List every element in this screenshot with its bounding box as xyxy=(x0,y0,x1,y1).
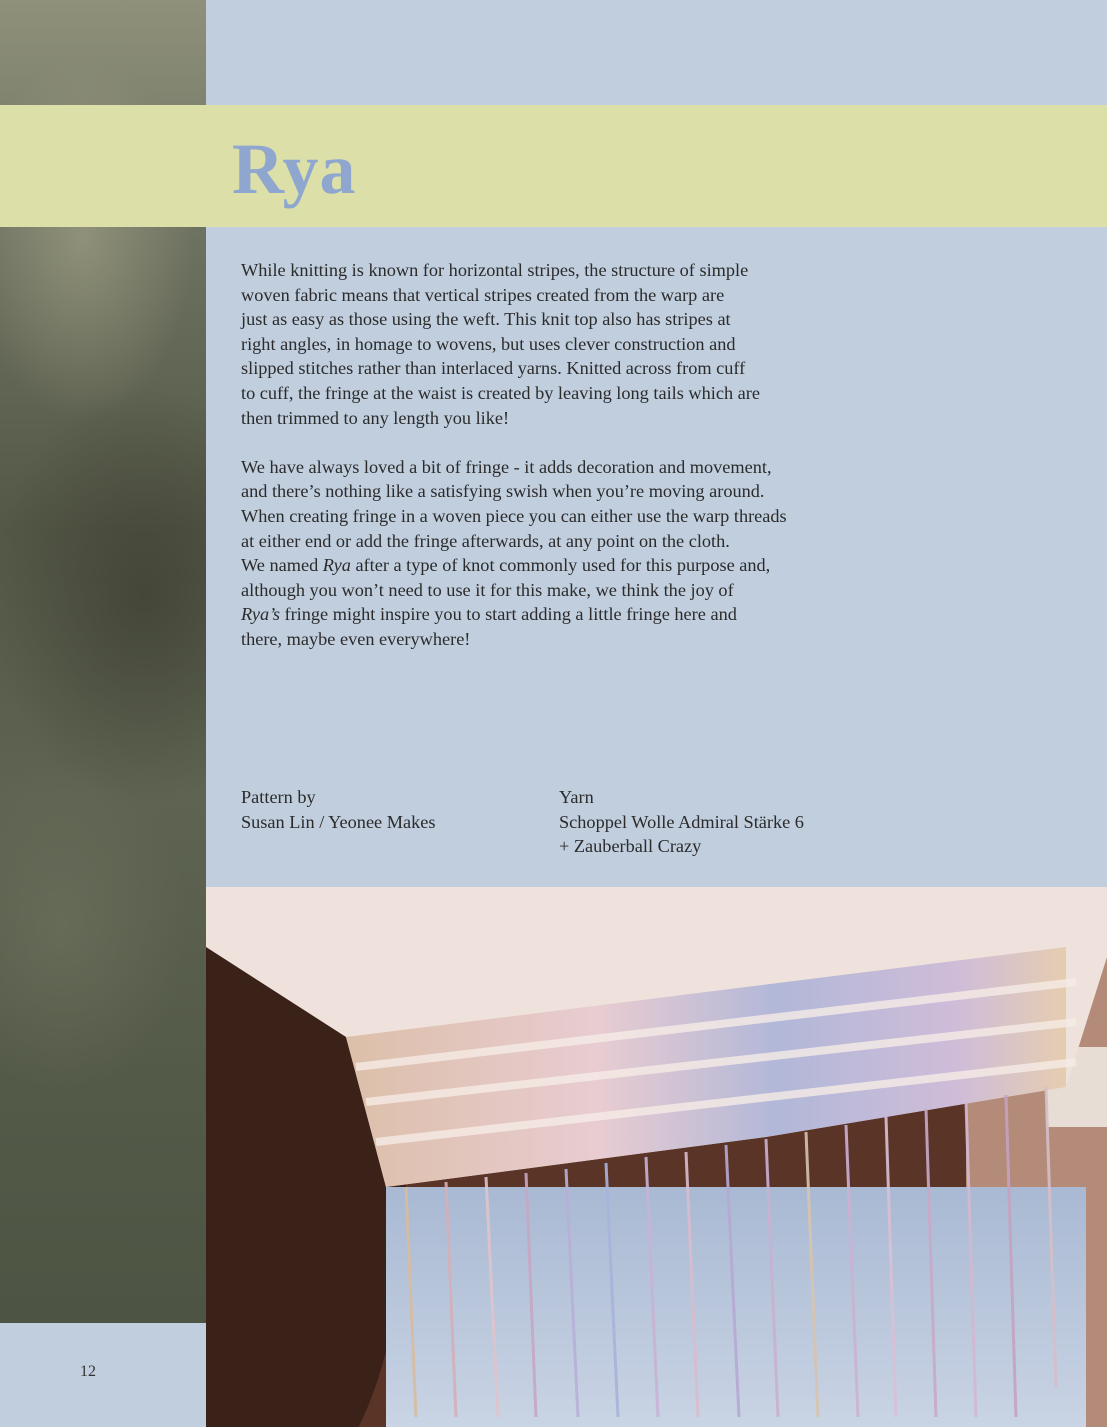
intro-p1-line: to cuff, the fringe at the waist is created by leaving long tails which are xyxy=(241,382,760,403)
pattern-credit xyxy=(241,785,435,834)
intro-p2-line: at either end or add the fringe afterwards, at any point on the cloth. xyxy=(241,530,730,551)
intro-paragraph-2 xyxy=(241,455,841,652)
intro-p2-line: When creating fringe in a woven piece you can either use the warp threads xyxy=(241,505,787,526)
intro-p2-line: and there’s nothing like a satisfying swish when you’re moving around. xyxy=(241,481,765,502)
page-corner xyxy=(0,1323,206,1427)
intro-p2-line: there, maybe even everywhere! xyxy=(241,628,471,649)
intro-p1-line: right angles, in homage to wovens, but uses clever construction and xyxy=(241,333,736,354)
title-band xyxy=(0,105,1107,227)
pattern-designer: Susan Lin / Yeonee Makes xyxy=(241,811,436,832)
yarn-credit xyxy=(559,785,804,859)
intro-p2-line: after a type of knot commonly used for this purpose and, xyxy=(350,555,771,576)
garment-photo xyxy=(206,887,1107,1427)
intro-p2-line: We have always loved a bit of fringe - it adds decoration and movement, xyxy=(241,456,772,477)
pattern-name-italic: Rya’s xyxy=(241,604,280,625)
intro-p1-line: While knitting is known for horizontal stripes, the structure of simple xyxy=(241,260,749,280)
yarn-line: Schoppel Wolle Admiral Stärke 6 xyxy=(559,811,804,832)
intro-p2-line: We named xyxy=(241,555,323,576)
pattern-name-italic: Rya xyxy=(322,555,351,576)
fringe-top-illustration xyxy=(206,887,1107,1427)
intro-p1-line: woven fabric means that vertical stripes created from the warp are xyxy=(241,284,725,305)
page-number: 12 xyxy=(80,1363,96,1380)
intro-p1-line: slipped stitches rather than interlaced yarns. Knitted across from cuff xyxy=(241,358,746,379)
yarn-line: + Zauberball Crazy xyxy=(559,836,702,857)
intro-text xyxy=(241,258,841,676)
intro-paragraph-1 xyxy=(241,258,841,430)
intro-p2-line: fringe might inspire you to start adding a little fringe here and xyxy=(279,604,737,625)
yarn-label: Yarn xyxy=(559,787,594,807)
intro-p1-line: just as easy as those using the weft. This knit top also has stripes at xyxy=(241,309,731,330)
intro-p2-line: although you won’t need to use it for this make, we think the joy of xyxy=(241,579,734,600)
intro-p1-line: then trimmed to any length you like! xyxy=(241,407,510,428)
pattern-label: Pattern by xyxy=(241,787,316,807)
page-title: Rya xyxy=(232,129,357,209)
